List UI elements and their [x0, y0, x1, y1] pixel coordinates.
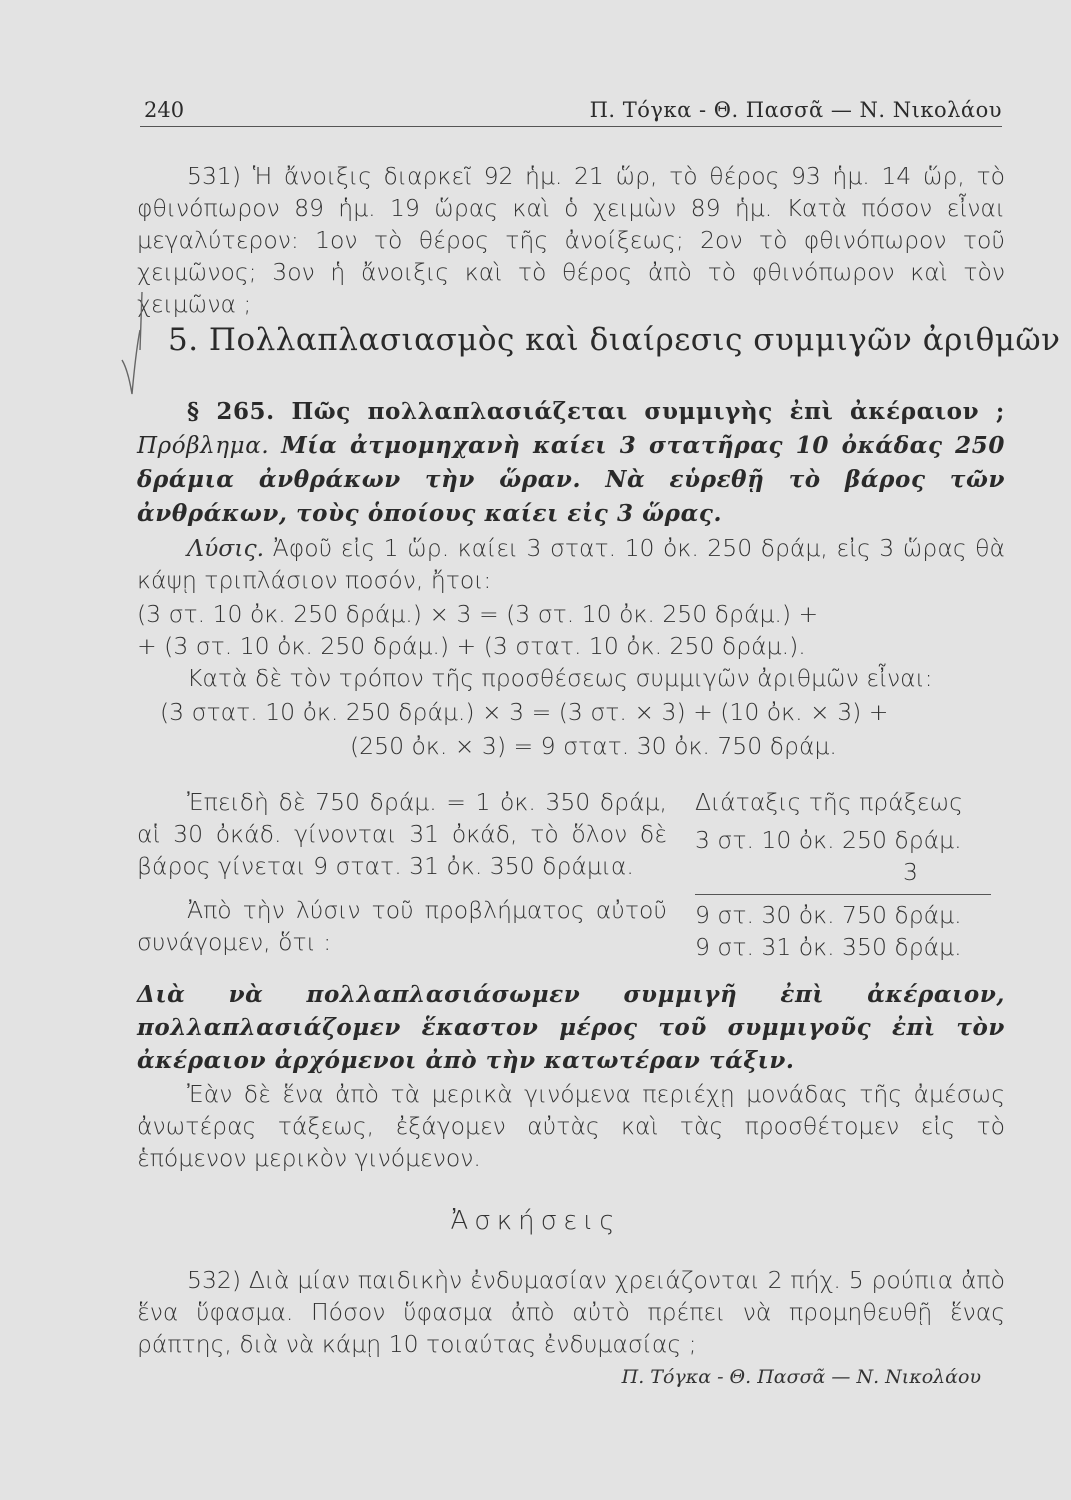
operation-layout-title: Διάταξις τῆς πράξεως — [695, 788, 963, 816]
page-header — [140, 96, 1002, 127]
operation-line-3: 9 στ. 31 ὀκ. 350 δράμ. — [695, 933, 962, 961]
equation-1: (3 στ. 10 ὀκ. 250 δράμ.) × 3 = (3 στ. 10 ὀκ. 250 δράμ.) + — [137, 600, 819, 628]
page-number: 240 — [144, 98, 185, 122]
problem-532: 532) Διὰ μίαν παιδικὴν ἐνδυμασίαν χρειάζονται 2 πήχ. 5 ρούπια ἀπὸ ἕνα ὕφασμα. Πόσον ὕφασμα ἀπὸ αὐτὸ πρέπει νὰ προμηθευθῇ ἕνας ράπτης, διὰ νὰ κάμῃ 10 τοιαύτας ἐνδυμασίας ; — [137, 1266, 1005, 1358]
paragraph-265 — [137, 395, 1005, 531]
operation-line-2: 9 στ. 30 ὀκ. 750 δράμ. — [695, 901, 962, 929]
addition-note: Κατὰ δὲ τὸν τρόπον τῆς προσθέσεως συμμιγῶν ἀριθμῶν εἶναι: — [187, 664, 933, 692]
solution-label: Λύσις. — [187, 534, 265, 562]
operation-layout — [695, 786, 995, 963]
handwritten-margin-mark — [118, 290, 148, 400]
multiplication-rule: Διὰ νὰ πολλαπλασιάσωμεν συμμιγῆ ἐπὶ ἀκέραιον, πολλαπλασιάζομεν ἕκαστον μέρος τοῦ συμμιγοῦς ἐπὶ τὸν ἀκέραιον ἀρχόμενοι ἀπὸ τὴν κατωτέραν τάξιν. — [137, 981, 1005, 1074]
running-head-authors: Π. Τόγκα - Θ. Πασσᾶ — Ν. Νικολάου — [589, 98, 1002, 122]
conversion-paragraph: Ἐπειδὴ δὲ 750 δράμ. = 1 ὀκ. 350 δράμ, αἱ 30 ὀκάδ. γίνονται 31 ὀκάδ, τὸ ὅλον δὲ βάρος γίνεται 9 στατ. 31 ὀκ. 350 δράμια. — [137, 788, 667, 880]
explanation-column — [137, 786, 667, 958]
equation-2: + (3 στ. 10 ὀκ. 250 δράμ.) + (3 στατ. 10 ὀκ. 250 δράμ.). — [137, 632, 806, 660]
problem-word: Πρόβλημα. — [137, 433, 270, 459]
problem-531: 531) Ἡ ἄνοιξις διαρκεῖ 92 ἡμ. 21 ὥρ, τὸ θέρος 93 ἡμ. 14 ὥρ, τὸ φθινόπωρον 89 ἡμ. 19 ὥρας καὶ ὁ χειμὼν 89 ἡμ. Κατὰ πόσον εἶναι μεγαλύτερον: 1ον τὸ θέρος τῆς ἀνοίξεως; 2ον τὸ φθινόπωρον τοῦ χειμῶνος; 3ον ἡ ἄνοιξις καὶ τὸ θέρος ἀπὸ τὸ φθινόπωρον καὶ τὸν χειμῶνα ; — [137, 162, 1005, 318]
operation-rule — [695, 894, 991, 895]
problem-265-text: Μία ἀτμομηχανὴ καίει 3 στατῆρας 10 ὀκάδας 250 δράμια ἀνθράκων τὴν ὥραν. Νὰ εὑρεθῇ τὸ βάρος τῶν ἀνθράκων, τοὺς ὁποίους καίει εἰς 3 ὥρας. — [137, 432, 1005, 527]
operation-line-1: 3 στ. 10 ὀκ. 250 δράμ. — [695, 826, 962, 854]
solution-text: Ἀφοῦ εἰς 1 ὥρ. καίει 3 στατ. 10 ὀκ. 250 δράμ, εἰς 3 ὥρας θὰ κάψῃ τριπλάσιον ποσόν, ἤτοι: — [137, 534, 1005, 594]
exercises-title: Ἀσκήσεις — [450, 1206, 621, 1236]
section-title: 5. Πολλαπλασιασμὸς καὶ διαίρεσις συμμιγῶν ἀριθμῶν — [168, 322, 1061, 358]
equation-3: (3 στατ. 10 ὀκ. 250 δράμ.) × 3 = (3 στ. × 3) + (10 ὀκ. × 3) + — [160, 698, 889, 726]
paragraph-265-label: § 265. Πῶς πολλαπλασιάζεται συμμιγὴς ἐπὶ ἀκέραιον ; — [187, 398, 1005, 425]
solution-intro — [137, 532, 1005, 596]
carry-rule-note: Ἐὰν δὲ ἕνα ἀπὸ τὰ μερικὰ γινόμενα περιέχῃ μονάδας τῆς ἀμέσως ἀνωτέρας τάξεως, ἐξάγομεν αὐτὰς καὶ τὰς προσθέτομεν εἰς τὸ ἑπόμενον μερικὸν γινόμενον. — [137, 1080, 1005, 1172]
conclusion-paragraph: Ἀπὸ τὴν λύσιν τοῦ προβλήματος αὐτοῦ συνάγομεν, ὅτι : — [137, 896, 667, 956]
equation-4: (250 ὀκ. × 3) = 9 στατ. 30 ὀκ. 750 δράμ. — [350, 732, 837, 760]
operation-multiplier: 3 — [903, 858, 918, 886]
page-footer: Π. Τόγκα - Θ. Πασσᾶ — Ν. Νικολάου — [621, 1366, 981, 1388]
